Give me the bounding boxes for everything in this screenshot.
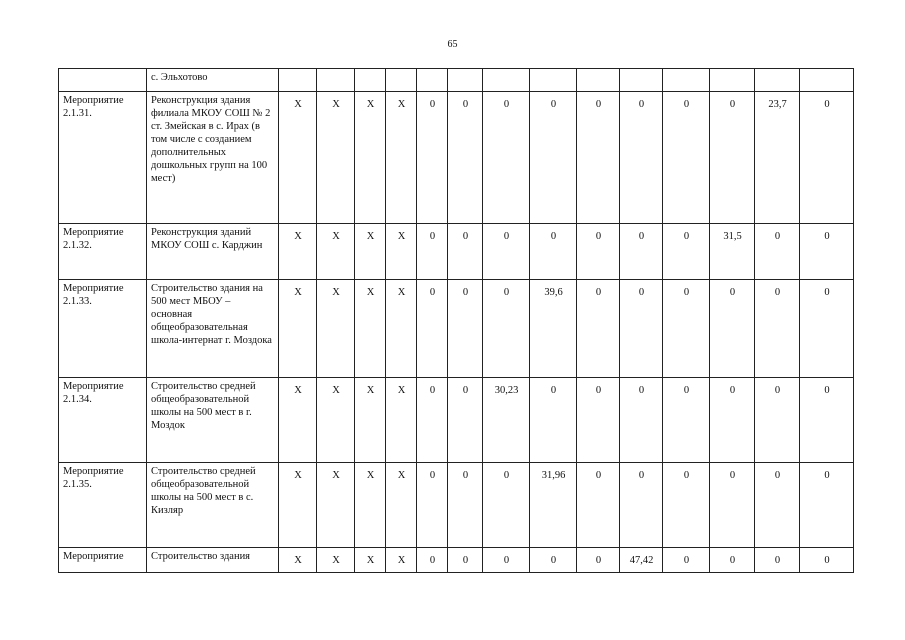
- table-row: [59, 548, 854, 573]
- value-cell: 0: [530, 378, 577, 463]
- value-cell: [800, 69, 854, 92]
- value-cell: 0: [620, 224, 663, 280]
- value-cell: 0: [577, 463, 620, 548]
- value-cell: 31,96: [530, 463, 577, 548]
- value-cell: Х: [386, 280, 417, 378]
- table-row: [59, 463, 854, 548]
- page-number: 65: [447, 39, 458, 50]
- value-cell: Х: [279, 548, 317, 573]
- value-cell: 0: [710, 548, 755, 573]
- value-cell: 0: [755, 280, 800, 378]
- value-cell: 0: [577, 280, 620, 378]
- value-cell: 0: [448, 378, 483, 463]
- value-cell: [279, 69, 317, 92]
- measure-code-cell: Мероприятие 2.1.34.: [59, 378, 147, 463]
- value-cell: 0: [530, 224, 577, 280]
- value-cell: Х: [317, 378, 355, 463]
- measure-code-cell: Мероприятие 2.1.35.: [59, 463, 147, 548]
- value-cell: 0: [755, 378, 800, 463]
- value-cell: 0: [483, 463, 530, 548]
- value-cell: Х: [279, 92, 317, 224]
- value-cell: Х: [279, 224, 317, 280]
- value-cell: [317, 69, 355, 92]
- value-cell: Х: [317, 92, 355, 224]
- value-cell: 0: [620, 378, 663, 463]
- value-cell: 39,6: [530, 280, 577, 378]
- value-cell: 0: [417, 378, 448, 463]
- value-cell: 47,42: [620, 548, 663, 573]
- value-cell: 0: [620, 463, 663, 548]
- value-cell: Х: [317, 224, 355, 280]
- value-cell: 0: [417, 92, 448, 224]
- value-cell: 0: [710, 92, 755, 224]
- value-cell: 0: [448, 280, 483, 378]
- value-cell: Х: [355, 463, 386, 548]
- value-cell: 0: [663, 463, 710, 548]
- table-row: [59, 378, 854, 463]
- value-cell: Х: [355, 548, 386, 573]
- value-cell: 30,23: [483, 378, 530, 463]
- value-cell: 0: [663, 224, 710, 280]
- table-row: [59, 69, 854, 92]
- value-cell: 0: [448, 463, 483, 548]
- value-cell: [577, 69, 620, 92]
- value-cell: 0: [800, 92, 854, 224]
- value-cell: 0: [530, 92, 577, 224]
- value-cell: Х: [355, 280, 386, 378]
- value-cell: Х: [279, 280, 317, 378]
- value-cell: Х: [279, 378, 317, 463]
- value-cell: 0: [800, 463, 854, 548]
- value-cell: 0: [483, 224, 530, 280]
- measure-name-cell: Реконструкция здания филиала МКОУ СОШ № 2 ст. Змейская в с. Ирах (в том числе с созданием дополнительных дошкольных групп на 100 мест): [147, 92, 279, 224]
- value-cell: [417, 69, 448, 92]
- value-cell: Х: [317, 280, 355, 378]
- value-cell: 0: [483, 92, 530, 224]
- value-cell: [620, 69, 663, 92]
- value-cell: 0: [577, 548, 620, 573]
- measure-name-cell: Строительство средней общеобразовательной школы на 500 мест в г. Моздок: [147, 378, 279, 463]
- value-cell: Х: [355, 92, 386, 224]
- measure-name-cell: Строительство средней общеобразовательной школы на 500 мест в с. Кизляр: [147, 463, 279, 548]
- value-cell: 0: [530, 548, 577, 573]
- value-cell: [710, 69, 755, 92]
- measure-name-cell: Строительство здания на 500 мест МБОУ – основная общеобразовательная школа-интернат г. Моздока: [147, 280, 279, 378]
- table-row: [59, 280, 854, 378]
- value-cell: 0: [800, 280, 854, 378]
- value-cell: 0: [755, 463, 800, 548]
- value-cell: Х: [355, 378, 386, 463]
- measure-name-cell: Реконструкция зданий МКОУ СОШ с. Карджин: [147, 224, 279, 280]
- value-cell: 0: [577, 378, 620, 463]
- value-cell: Х: [317, 548, 355, 573]
- value-cell: 0: [417, 463, 448, 548]
- value-cell: 0: [483, 548, 530, 573]
- measure-code-cell: Мероприятие: [59, 548, 147, 573]
- value-cell: 31,5: [710, 224, 755, 280]
- value-cell: [355, 69, 386, 92]
- measure-name-cell: Строительство здания: [147, 548, 279, 573]
- measure-code-cell: Мероприятие 2.1.32.: [59, 224, 147, 280]
- value-cell: 0: [448, 92, 483, 224]
- value-cell: 0: [448, 224, 483, 280]
- value-cell: 0: [448, 548, 483, 573]
- value-cell: 0: [417, 224, 448, 280]
- value-cell: 0: [800, 378, 854, 463]
- value-cell: 0: [620, 280, 663, 378]
- measure-code-cell: Мероприятие 2.1.31.: [59, 92, 147, 224]
- value-cell: 0: [663, 378, 710, 463]
- value-cell: [530, 69, 577, 92]
- value-cell: Х: [355, 224, 386, 280]
- value-cell: 0: [800, 548, 854, 573]
- value-cell: Х: [386, 224, 417, 280]
- value-cell: 0: [483, 280, 530, 378]
- value-cell: Х: [386, 92, 417, 224]
- value-cell: [663, 69, 710, 92]
- value-cell: [386, 69, 417, 92]
- table-row: [59, 92, 854, 224]
- value-cell: Х: [386, 378, 417, 463]
- value-cell: Х: [386, 548, 417, 573]
- value-cell: 23,7: [755, 92, 800, 224]
- measure-code-cell: [59, 69, 147, 92]
- value-cell: 0: [577, 92, 620, 224]
- value-cell: 0: [663, 280, 710, 378]
- value-cell: 0: [620, 92, 663, 224]
- budget-table: [58, 68, 854, 573]
- value-cell: [755, 69, 800, 92]
- value-cell: 0: [755, 548, 800, 573]
- value-cell: [483, 69, 530, 92]
- value-cell: 0: [710, 463, 755, 548]
- measure-code-cell: Мероприятие 2.1.33.: [59, 280, 147, 378]
- value-cell: 0: [800, 224, 854, 280]
- value-cell: 0: [710, 378, 755, 463]
- value-cell: Х: [386, 463, 417, 548]
- value-cell: 0: [710, 280, 755, 378]
- value-cell: Х: [317, 463, 355, 548]
- value-cell: 0: [755, 224, 800, 280]
- measure-name-cell: с. Эльхотово: [147, 69, 279, 92]
- value-cell: [448, 69, 483, 92]
- table-row: [59, 224, 854, 280]
- value-cell: 0: [577, 224, 620, 280]
- value-cell: Х: [279, 463, 317, 548]
- value-cell: 0: [417, 280, 448, 378]
- value-cell: 0: [663, 548, 710, 573]
- value-cell: 0: [663, 92, 710, 224]
- value-cell: 0: [417, 548, 448, 573]
